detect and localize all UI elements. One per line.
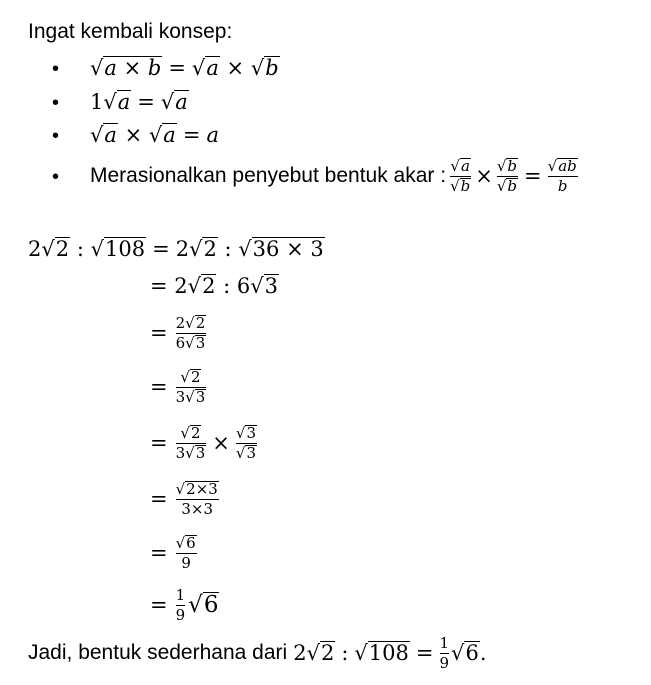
- radical-icon: √: [175, 479, 186, 498]
- fraction: $\frac{√6}{9}$: [175, 533, 196, 572]
- conclusion: Jadi, bentuk sederhana dari 2 √2 : √108 = $\frac{1}{9}$ √6 .: [28, 634, 487, 672]
- fraction: $\frac{1}{9}$: [175, 586, 186, 624]
- fraction: $\frac{√3}{√3}$: [235, 423, 256, 462]
- radical-icon: √: [185, 333, 195, 352]
- radical-icon: √: [41, 237, 55, 261]
- radical-icon: √: [250, 56, 265, 80]
- radical-icon: √: [187, 274, 202, 298]
- radical: √a: [191, 56, 219, 80]
- fraction: $\frac{1}{9}$: [439, 634, 450, 672]
- fraction: $\frac{√2}{3√3}$: [175, 423, 206, 462]
- step-4: = $\frac{√2}{3√3}$: [150, 367, 206, 406]
- radical-icon: √: [90, 123, 104, 147]
- radical-icon: √: [188, 592, 203, 618]
- radical-icon: √: [191, 56, 206, 80]
- radical-icon: √: [306, 641, 320, 665]
- radical-icon: √: [160, 90, 175, 114]
- radical-icon: √: [235, 423, 246, 442]
- concept-square-rule: √a × √a = a: [90, 123, 219, 147]
- radical-icon: √: [180, 423, 190, 442]
- bullet-icon: •: [52, 58, 60, 80]
- fraction: $\frac{√2\times 3}{3\times 3}$: [175, 479, 218, 518]
- fraction: $\frac{√ab}{b}$: [547, 156, 577, 195]
- intro-text: Ingat kembali konsep:: [28, 20, 233, 43]
- radical-icon: √: [148, 123, 163, 147]
- radical-icon: √: [238, 237, 252, 261]
- fraction: $\frac{√b}{√b}$: [496, 156, 518, 195]
- radical: √a: [90, 123, 117, 147]
- concept-product-rule: √a × b = √a × √b: [90, 56, 279, 80]
- radical-icon: √: [185, 443, 195, 462]
- fraction: $\frac{√a}{√b}$: [450, 156, 471, 195]
- step-5: = $\frac{√2}{3√3}$ × $\frac{√3}{√3}$: [150, 423, 256, 462]
- fraction: $\frac{2√2}{6√3}$: [175, 313, 206, 352]
- radical-icon: √: [547, 156, 558, 175]
- radical-icon: √: [185, 387, 195, 406]
- radical-icon: √: [235, 443, 246, 462]
- step-2: = 2√2 : 6√3: [150, 274, 279, 298]
- step-8: = $\frac{1}{9}$ √6: [150, 586, 219, 624]
- step-7: = $\frac{√6}{9}$: [150, 533, 196, 572]
- bullet-icon: •: [52, 92, 60, 114]
- step-3: = $\frac{2√2}{6√3}$: [150, 313, 206, 352]
- radical: √a: [160, 90, 188, 114]
- radical-icon: √: [180, 367, 190, 386]
- radical-icon: √: [90, 237, 104, 261]
- step-6: = $\frac{√2\times 3}{3\times 3}$: [150, 479, 218, 518]
- radical-icon: √: [175, 533, 186, 552]
- radical-icon: √: [103, 90, 117, 114]
- fraction: $\frac{√2}{3√3}$: [175, 367, 206, 406]
- radical-icon: √: [90, 56, 104, 80]
- radical-icon: √: [189, 237, 203, 261]
- radical: √a: [148, 123, 176, 147]
- radical-icon: √: [496, 176, 507, 195]
- step-1: 2√2 : √108 = 2√2 : √36 × 3: [28, 237, 324, 261]
- radical-icon: √: [450, 156, 460, 175]
- radical: √a × b: [90, 56, 162, 80]
- radical-icon: √: [496, 156, 507, 175]
- radical: √a: [103, 90, 131, 114]
- radical: √b: [250, 56, 279, 80]
- radical-icon: √: [450, 176, 460, 195]
- radical-icon: √: [185, 313, 195, 332]
- radical-icon: √: [354, 641, 368, 665]
- bullet-icon: •: [52, 125, 60, 147]
- concept-coefficient-one: 1√a = √a: [90, 90, 188, 114]
- radical-icon: √: [451, 641, 465, 665]
- concept-rationalize: Merasionalkan penyebut bentuk akar : $\frac{√a}{√b}$ × $\frac{√b}{√b}$ = $\frac{√ab}{b}$: [90, 156, 577, 195]
- bullet-icon: •: [52, 166, 60, 188]
- radical-icon: √: [250, 274, 264, 298]
